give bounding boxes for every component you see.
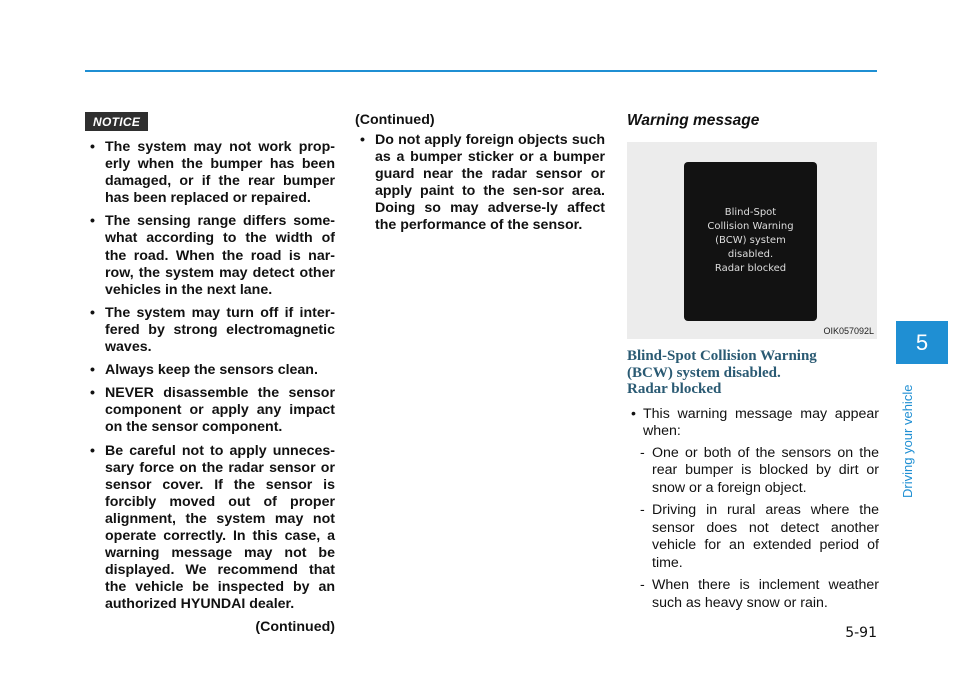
side-label-container xyxy=(898,376,922,506)
continued-label: (Continued) xyxy=(255,619,335,636)
continued-list xyxy=(355,132,605,235)
side-label: Driving your vehicle xyxy=(900,384,915,498)
notice-badge: NOTICE xyxy=(85,112,148,131)
notice-column xyxy=(85,112,335,636)
notice-item: • The system may not work prop-erly when the bumper has been damaged, or if the rear bumper has been replaced or repaired. xyxy=(85,139,335,207)
header-rule xyxy=(85,70,877,72)
display-message: Blind-Spot Collision Warning (BCW) system disabled. Radar blocked xyxy=(707,207,794,274)
message-subhead: Blind-Spot Collision Warning (BCW) system disabled. Radar blocked xyxy=(627,348,817,397)
page-number: 5-91 xyxy=(845,625,877,641)
continued-heading: (Continued) xyxy=(355,112,435,128)
continued-column xyxy=(355,112,605,241)
figure-code: OIK057092L xyxy=(823,326,874,336)
cluster-display xyxy=(684,162,817,321)
warning-column xyxy=(627,112,879,617)
notice-item: • The sensing range differs some-what according to the width of the road. When the road is nar-row, the system may detect other vehicles in the next lane. xyxy=(85,213,335,298)
cluster-figure xyxy=(627,142,877,339)
warning-intro: This warning message may appear when: xyxy=(643,405,879,439)
notice-item: • The system may turn off if inter-fered by strong electromagnetic waves. xyxy=(85,305,335,356)
warning-list xyxy=(627,406,879,613)
continued-item: • Do not apply foreign objects such as a bumper sticker or a bumper guard near the radar sensor or apply paint to the sen-sor area. Doing so may adverse-ly affect the performance of the sensor. xyxy=(355,132,605,235)
notice-item: • NEVER disassemble the sensor component or apply any impact on the sensor component. xyxy=(85,385,335,436)
condition-list xyxy=(643,445,879,613)
condition-item: - Driving in rural areas where the sensor does not detect another vehicle for an extended period of time. xyxy=(643,502,879,572)
chapter-tab: 5 xyxy=(896,321,948,364)
condition-item: - One or both of the sensors on the rear bumper is blocked by dirt or snow or a foreign object. xyxy=(643,445,879,498)
condition-item: - When there is inclement weather such as heavy snow or rain. xyxy=(643,577,879,612)
notice-item: • Be careful not to apply unneces-sary force on the radar sensor or sensor cover. If the sensor is forcibly moved out of proper alignment, the system may not operate correctly. In this case, a warning message may not be displayed. We recommend that the vehicle be inspected by an authorized HYUNDAI dealer. xyxy=(85,443,335,614)
warning-intro-item xyxy=(627,406,879,613)
notice-list xyxy=(85,139,335,613)
notice-item: • Always keep the sensors clean. xyxy=(85,362,335,379)
section-title: Warning message xyxy=(627,112,760,129)
